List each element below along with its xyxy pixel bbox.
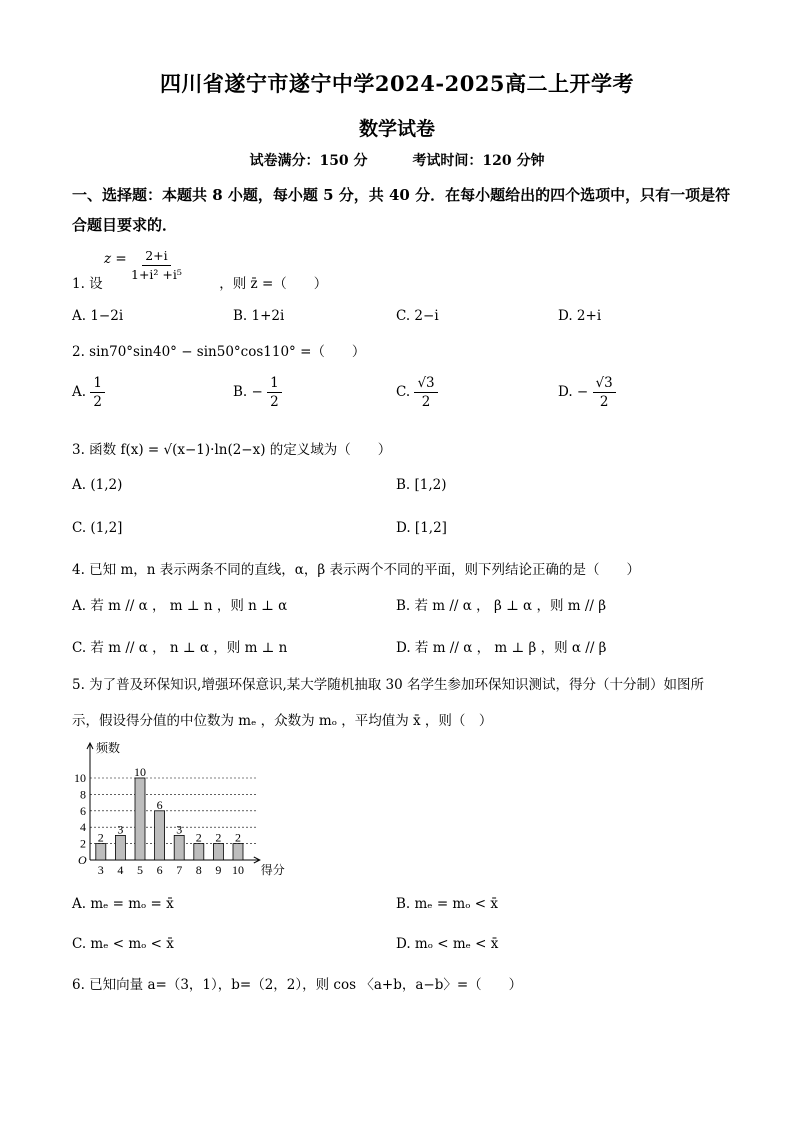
- bar: [174, 835, 184, 860]
- y-axis-label: 频数: [96, 741, 121, 755]
- q1-option-d: D. 2+i: [558, 308, 602, 324]
- question-5-line1: 5. 为了普及环保知识,增强环保意识,某大学随机抽取 30 名学生参加环保知识测试，得分（十分制）如图所: [72, 677, 705, 693]
- q1-option-a: A. 1−2i: [72, 308, 124, 324]
- origin-label: O: [78, 853, 87, 867]
- q2-option-d: D. − $\frac{√3}{2}$: [558, 374, 616, 411]
- q5-option-a: A. mₑ = mₒ = x̄: [72, 896, 174, 912]
- q5-option-b: B. mₑ = mₒ < x̄: [396, 896, 498, 912]
- q1-fraction: [128, 247, 185, 284]
- q3-option-c: C. (1,2]: [72, 520, 123, 536]
- y-tick-label: 8: [80, 787, 86, 802]
- q1-frac-den: 1+i² +i⁵: [131, 267, 182, 282]
- q4-option-a: A. 若 m // α ， m ⊥ n ，则 n ⊥ α: [72, 598, 288, 614]
- q2-option-b: B. − $\frac{1}{2}$: [233, 374, 282, 411]
- question-3: 3. 函数 f(x) = √(x−1)·ln(2−x) 的定义域为（ ）: [72, 442, 392, 458]
- x-tick-label: 4: [117, 863, 124, 877]
- question-1: [72, 272, 327, 292]
- y-tick-label: 4: [80, 820, 86, 835]
- x-tick-label: 5: [137, 863, 143, 877]
- question-5-line2: 示，假设得分值的中位数为 mₑ ，众数为 mₒ ，平均值为 x̄ ，则（ ）: [72, 713, 493, 729]
- x-tick-label: 3: [97, 863, 104, 877]
- bar: [135, 778, 145, 860]
- x-tick-label: 10: [232, 863, 244, 877]
- q5-option-d: D. mₒ < mₑ < x̄: [396, 936, 499, 952]
- bar-value-label: 2: [235, 830, 241, 845]
- section-heading: 一、选择题：本题共 8 小题，每小题 5 分，共 40 分．在每小题给出的四个选项中，只有一项是符合题目要求的．: [72, 186, 731, 234]
- q1-prefix: 1. 设: [72, 276, 103, 292]
- bar-value-label: 2: [195, 830, 202, 845]
- q2-option-c: C. $\frac{√3}{2}$: [396, 374, 438, 411]
- bar-value-label: 2: [97, 830, 104, 845]
- page-subtitle: 数学试卷: [358, 118, 435, 140]
- x-tick-label: 6: [156, 863, 163, 877]
- bar: [115, 835, 125, 860]
- x-tick-label: 9: [215, 863, 222, 877]
- bar: [194, 844, 204, 860]
- q3-option-b: B. [1,2): [396, 477, 447, 493]
- score-frequency-chart: [60, 740, 300, 880]
- q4-option-b: B. 若 m // α ， β ⊥ α ，则 m // β: [396, 598, 607, 614]
- q4-option-d: D. 若 m // α ， m ⊥ β ，则 α // β: [396, 640, 607, 656]
- q3-option-a: A. (1,2): [72, 477, 123, 493]
- q1-option-c: C. 2−i: [396, 308, 439, 324]
- bar: [155, 811, 165, 860]
- bar-value-label: 10: [134, 765, 146, 779]
- x-tick-label: 8: [195, 863, 202, 877]
- q2-option-a: A. $\frac{1}{2}$: [72, 374, 105, 411]
- bar-value-label: 3: [176, 822, 183, 837]
- bar-value-label: 6: [156, 797, 163, 812]
- question-6: 6. 已知向量 a=（3，1），b=（2，2），则 cos 〈a+b，a−b〉=（ ）: [72, 977, 523, 993]
- q1-lhs: z =: [104, 251, 127, 267]
- x-axis-label: 得分: [260, 863, 285, 877]
- question-2: 2. sin70°sin40° − sin50°cos110° =（ ）: [72, 344, 366, 360]
- x-tick-label: 7: [176, 863, 183, 877]
- y-tick-label: 6: [80, 803, 86, 818]
- bar: [213, 844, 223, 860]
- full-score: 试卷满分：150 分: [249, 153, 368, 169]
- bar: [96, 844, 106, 860]
- q1-suffix: ，则 z̄ =（ ）: [219, 276, 328, 292]
- page-title: 四川省遂宁市遂宁中学2024-2025高二上开学考: [159, 71, 635, 96]
- exam-time: 考试时间：120 分钟: [412, 153, 545, 169]
- exam-meta: [0, 150, 794, 170]
- q5-option-c: C. mₑ < mₒ < x̄: [72, 936, 174, 952]
- bar-value-label: 2: [215, 830, 222, 845]
- q3-option-d: D. [1,2]: [396, 520, 447, 536]
- y-tick-label: 10: [74, 771, 86, 785]
- y-tick-label: 2: [80, 836, 86, 851]
- q4-option-c: C. 若 m // α ， n ⊥ α ，则 m ⊥ n: [72, 640, 288, 656]
- bar-value-label: 3: [117, 822, 124, 837]
- q1-frac-num: 2+i: [142, 247, 170, 266]
- question-4: 4. 已知 m，n 表示两条不同的直线，α，β 表示两个不同的平面，则下列结论正确的是（ ）: [72, 562, 640, 578]
- q1-option-b: B. 1+2i: [233, 308, 285, 324]
- bar: [233, 844, 243, 860]
